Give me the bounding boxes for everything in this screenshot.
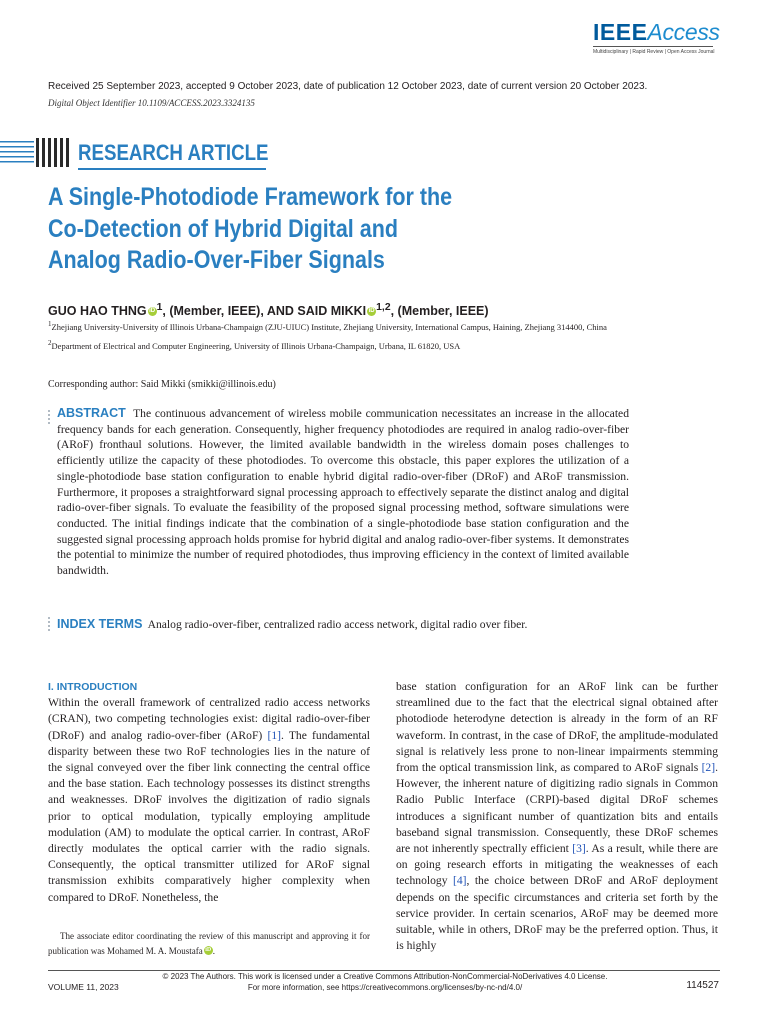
logo-access: Access xyxy=(647,19,720,45)
license-link[interactable]: For more information, see https://creativecommons.org/licenses/by-nc-nd/4.0/ xyxy=(247,982,523,992)
logo-tagline: Multidisciplinary | Rapid Review | Open Access Journal xyxy=(593,49,715,55)
index-terms-text: Analog radio-over-fiber, centralized radio access network, digital radio over fiber. xyxy=(147,618,528,631)
author-role: , (Member, IEEE), AND SAID MIKKI xyxy=(162,304,367,319)
affiliation-text: Zhejiang University-University of Illinois Urbana-Champaign (ZJU-UIUC) Institute, Zhejiang University, International Campus, Haining, Zhejiang 314400, China xyxy=(51,321,607,332)
article-type-label: RESEARCH ARTICLE xyxy=(78,140,269,165)
banner-underline xyxy=(78,168,266,170)
footnote-text: The associate editor coordinating the review of this manuscript and approving it for publication was Mohamed M. A. Moustafa xyxy=(48,931,371,956)
citation-link[interactable]: [1] xyxy=(267,728,281,742)
affiliation-number: 2 xyxy=(48,339,52,347)
title-line: Co-Detection of Hybrid Digital and xyxy=(48,214,398,243)
orcid-icon[interactable]: iD xyxy=(205,946,212,953)
abstract-dots-icon xyxy=(48,410,51,426)
logo-ieee: IEEE xyxy=(593,19,648,45)
author-role: , (Member, IEEE) xyxy=(390,304,489,319)
corresponding-author: Corresponding author: Said Mikki (smikki@illinois.edu) xyxy=(48,379,276,390)
author-name: GUO HAO THNG xyxy=(48,304,147,319)
editor-footnote: The associate editor coordinating the review of this manuscript and approving it for publication was Mohamed M. A. Moustafa iD . xyxy=(48,931,371,956)
license-line: © 2023 The Authors. This work is licensed under a Creative Commons Attribution-NonCommercial-NoDerivatives 4.0 License. xyxy=(162,972,608,981)
abstract-text: The continuous advancement of wireless mobile communication necessitates an increase in the allocated frequency bands for each generation. Consequently, higher frequency photodiodes are required in analog radio-over-fiber (ARoF) fronthaul solutions. However, the limited available bandwidth in the wireless domain poses challenges to efficiently utilize the capacity of these photodiodes. To overcome this obstacle, this paper explores the utilization of a single-photodiode base station configuration to enable hybrid digital radio-over-fiber (DRoF) and ARoF transmission. Furthermore, it proposes a straightforward signal processing approach to effectively separate the distinct analog and digital radio-over-fiber signals. To evaluate the feasibility of the proposed signal processing method, software simulations were conducted. The initial findings indicate that the combination of a single-photodiode base station configuration and the suggested signal processing approach holds promise for hybrid digital and analog radio-over-fiber systems. It demonstrates the potential to minimize the number of required photodiodes, thus improving efficiency in the context of limited available bandwidth. xyxy=(57,407,629,578)
body-text: Within the overall framework of centralized radio access networks (CRAN), two competing technologies exist: digital radio-over-fiber (DRoF) and analog radio-over-fiber (ARoF) xyxy=(48,696,370,742)
index-terms-dots-icon xyxy=(48,617,51,633)
orcid-icon[interactable]: iD xyxy=(368,308,375,315)
received-dates: Received 25 September 2023, accepted 9 October 2023, date of publication 12 October 2023, date of current version 20 October 2023. xyxy=(48,81,648,92)
body-text: . However, the inherent nature of digitizing radio signals in Common Radio Public Interface (CRPI)-based digital DRoF schemes introduces a significant number of quantization bits and entails baseband signal transmission. Consequently, these DRoF schemes are not inherently spectrally efficient xyxy=(396,761,718,856)
affiliation-text: Department of Electrical and Computer Engineering, University of Illinois Urbana-Champaign, Urbana, IL 61820, USA xyxy=(51,340,461,351)
body-text: , the choice between DRoF and ARoF deployment depends on the specific circumstances and criteria set forth by the service provider. In certain scenarios, ARoF may be deemed more suitable, while in others, DRoF may be the preferred option. Thus, it is highly xyxy=(396,874,718,953)
affiliation-sup: 1,2 xyxy=(376,302,391,313)
orcid-icon[interactable]: iD xyxy=(149,308,156,315)
body-text: . The fundamental disparity between these two RoF technologies lies in the nature of the signal conveyed over the fiber link connecting the central office and the base station. Each technology possesses its distinct strengths and weaknesses. DRoF involves the digitization of radio signals prior to optical modulation, typically employing amplitude modulation (AM) to modulate the optical carrier. In contrast, ARoF directly modulates the optical carrier with the radio signals. Consequently, the optical transmitter utilized for ARoF signal transmission exhibits comparatively higher complexity when compared to DRoF. Nonetheless, the xyxy=(48,728,370,904)
paper-title xyxy=(48,182,688,277)
body-text: . As a result, while there are on going research efforts in mitigating the weaknesses of each technology xyxy=(396,842,718,888)
affiliation-number: 1 xyxy=(48,320,52,328)
author-list xyxy=(48,302,489,318)
index-terms-label: INDEX TERMS xyxy=(57,617,143,631)
body-column-right xyxy=(396,679,718,954)
license-notice xyxy=(140,972,630,993)
abstract xyxy=(57,406,629,579)
body-column-left xyxy=(48,679,370,906)
affiliation xyxy=(48,338,608,351)
body-text: base station configuration for an ARoF link can be further streamlined due to the fact that the electrical signal obtained after photodiode heterodyne detection is already in the form of an RF waveform. In contrast, in the case of DRoF, the amplitude-modulated signal is relatively less prone to non-linear impairments stemming from the optical transmission link, as compared to ARoF signals xyxy=(396,680,718,775)
footer-rule xyxy=(48,970,720,971)
index-terms xyxy=(57,617,657,632)
citation-link[interactable]: [3] xyxy=(572,842,586,856)
banner-bars-icon xyxy=(0,137,70,168)
section-heading: I. INTRODUCTION xyxy=(48,681,138,693)
title-line: Analog Radio-Over-Fiber Signals xyxy=(48,246,385,274)
doi: Digital Object Identifier 10.1109/ACCESS.2023.3324135 xyxy=(48,98,255,108)
volume-label: VOLUME 11, 2023 xyxy=(48,982,119,992)
citation-link[interactable]: [2] xyxy=(701,761,716,775)
ieee-access-logo xyxy=(593,19,720,55)
page-number: 114527 xyxy=(686,980,719,991)
citation-link[interactable]: [4] xyxy=(452,874,467,888)
logo-rule xyxy=(593,46,713,47)
affiliation-sup: 1 xyxy=(156,302,163,313)
affiliation xyxy=(48,319,608,332)
abstract-label: ABSTRACT xyxy=(57,406,126,420)
title-line: A Single-Photodiode Framework for the xyxy=(48,183,453,211)
